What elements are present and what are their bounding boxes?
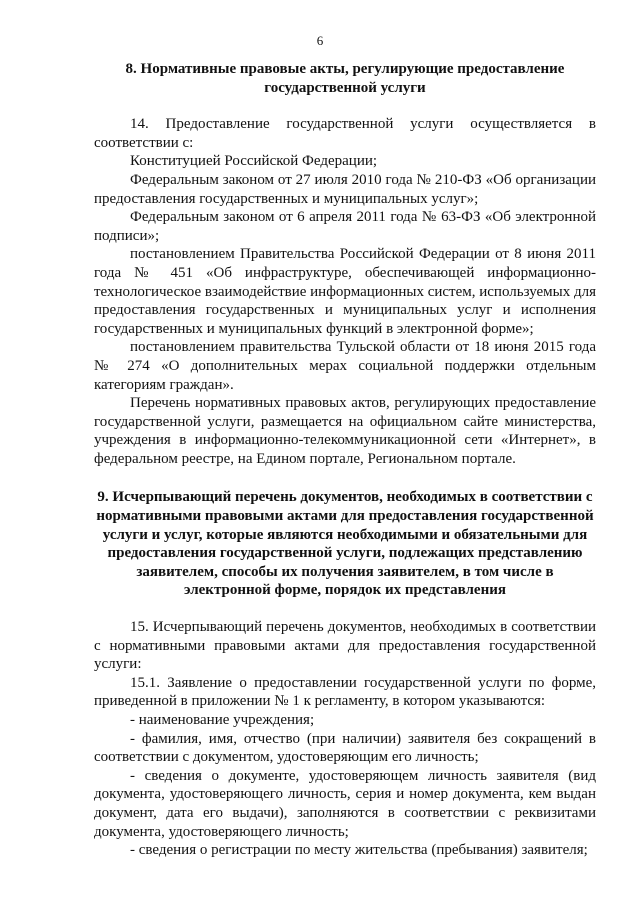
document-body	[94, 60, 596, 860]
paragraph-15-1: 15.1. Заявление о предоставлении государственной услуги по форме, приведенной в приложении № 1 к регламенту, в котором указываются:	[94, 674, 596, 710]
list-item-name: - фамилия, имя, отчество (при наличии) заявителя без сокращений в соответствии с документом, удостоверяющим его личность;	[94, 730, 596, 766]
section-9-title: 9. Исчерпывающий перечень документов, необходимых в соответствии с нормативными правовыми актами для предоставления государственной услуги и услуг, которые являются необходимыми и обязательными для предоставления государственной услуги, подлежащих представлению заявителем, способы их получения заявителем, в том числе в электронной форме, порядок их представления	[96, 489, 594, 599]
section-8-title: 8. Нормативные правовые акты, регулирующие предоставление государственной услуги	[125, 61, 565, 96]
list-item-registration: - сведения о регистрации по месту жительства (пребывания) заявителя;	[130, 842, 588, 859]
paragraph-list-placement: Перечень нормативных правовых актов, регулирующих предоставление государственной услуги, размещается на официальном сайте министерства, учреждения в информационно-телекоммуникационной сети «Интернет», в федеральном реестре, на Едином портале, Региональном портале.	[94, 395, 596, 467]
paragraph-14: 14. Предоставление государственной услуги осуществляется в соответствии с:	[94, 116, 596, 151]
paragraph-constitution: Конституцией Российской Федерации;	[130, 153, 378, 170]
paragraph-15: 15. Исчерпывающий перечень документов, необходимых в соответствии с нормативными правовыми актами для предоставления государственной услуги:	[94, 619, 596, 673]
list-item-institution: - наименование учреждения;	[130, 712, 315, 728]
paragraph-decree-451: постановлением Правительства Российской Федерации от 8 июня 2011 года № 451 «Об инфраструктуре, обеспечивающей информационно-технологическое взаимодействие информационных систем, используемых для предоставления государственных и муниципальных услуг и исполнения государственных и муниципальных функций в электронной форме»;	[94, 246, 596, 337]
list-item-identity-document: - сведения о документе, удостоверяющем личность заявителя (вид документа, удостоверяющего личность, серия и номер документа, кем выдан документ, дата его выдачи), заполняются в соответствии с реквизитами документа, удостоверяющего личность;	[94, 767, 596, 840]
paragraph-law-210: Федеральным законом от 27 июля 2010 года № 210-ФЗ «Об организации предоставления государственных и муниципальных услуг»;	[94, 171, 596, 207]
paragraph-decree-274: постановлением правительства Тульской области от 18 июня 2015 года № 274 «О дополнительных мерах социальной поддержки отдельным категориям граждан».	[94, 339, 596, 393]
page-number: 6	[316, 33, 324, 48]
paragraph-law-63: Федеральным законом от 6 апреля 2011 года № 63-ФЗ «Об электронной подписи»;	[94, 209, 596, 244]
